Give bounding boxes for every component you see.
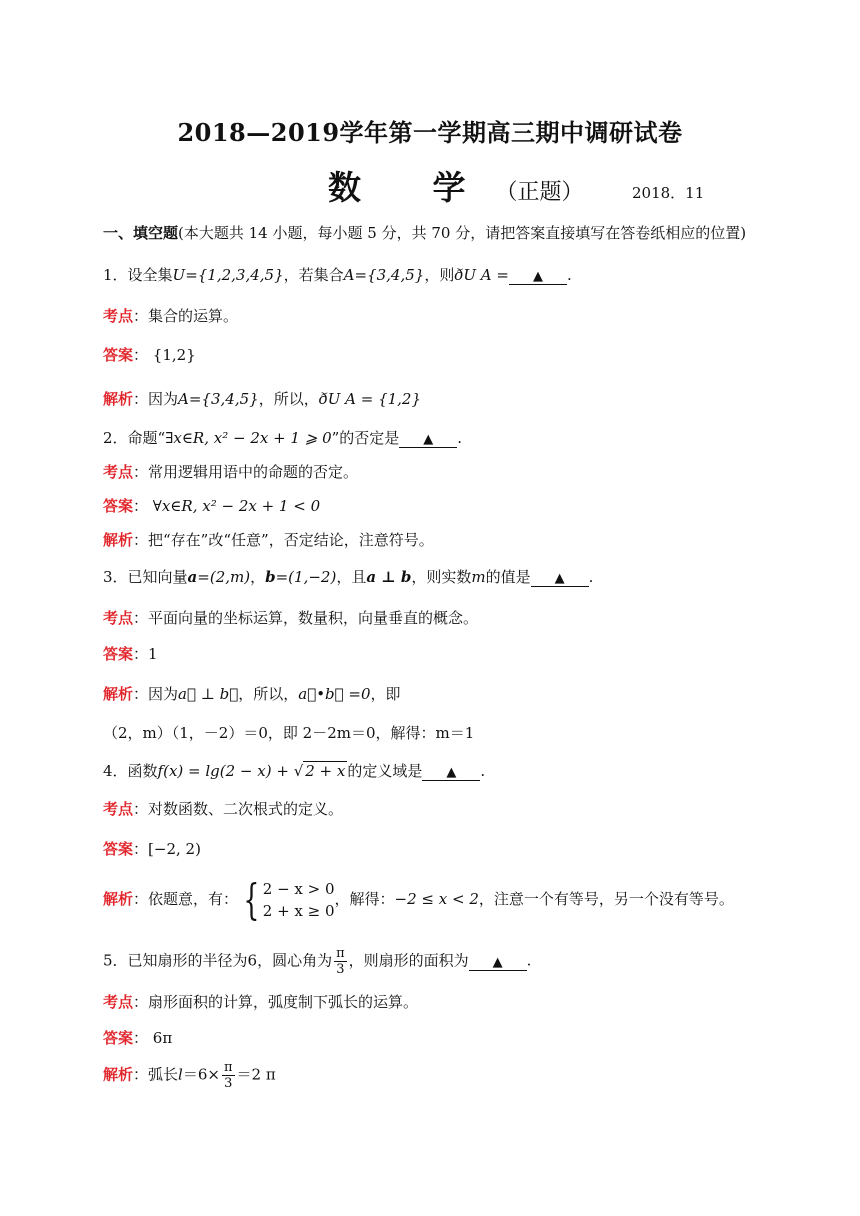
analysis-label: 解析 [103, 390, 134, 408]
question-1 [103, 264, 572, 285]
q3-analysis-line2: （2，m）（1，－2）＝0，即 2－2m＝0，解得：m＝1 [103, 724, 475, 742]
q3-stem-b: ，且 [336, 568, 367, 586]
q5-point [103, 991, 418, 1012]
answer-label: 答案 [103, 840, 134, 858]
q1-complement: ðU A = [454, 266, 509, 284]
q1-analysis-c: ，所以， [258, 390, 319, 408]
q3-vector-b-value: =(1,−2) [275, 568, 337, 586]
point-label: 考点 [103, 609, 134, 627]
q2-stem-b: ”的否定是 [331, 429, 400, 447]
answer-blank[interactable] [399, 431, 457, 448]
q5-analysis-a: ：弧长 [133, 1065, 179, 1084]
point-label: 考点 [103, 463, 134, 481]
q2-end: . [457, 429, 463, 447]
q3-point [103, 607, 478, 628]
q5-point-text: ：扇形面积的计算，弧度制下弧长的运算。 [133, 993, 419, 1011]
q3-vector-a-value: =(2,m) [197, 568, 251, 586]
question-5 [103, 946, 531, 977]
answer-blank[interactable] [531, 570, 589, 587]
q4-sqrt-arg: 2 + x [305, 762, 346, 780]
subject-name: 数 学 [328, 168, 496, 207]
q4-answer-text: [−2, 2) [148, 840, 201, 858]
q3-analysis-b: ，所以， [238, 685, 299, 703]
q3-end: . [588, 568, 594, 586]
q5-frac-num: π [223, 1060, 233, 1075]
answer-blank[interactable] [509, 268, 567, 285]
q5-analysis-b: ＝6× [182, 1065, 220, 1084]
q4-analysis-c: ，注意一个有等号，另一个没有等号。 [478, 890, 734, 908]
subject-heading [328, 162, 584, 209]
section-note: (本大题共 14 小题，每小题 5 分，共 70 分，请把答案直接填写在答卷纸相应的位置) [178, 224, 747, 242]
exam-date: 2018．11 [632, 184, 705, 202]
q1-set-a: A={3,4,5} [343, 266, 425, 284]
q5-answer: 答案： 6π [103, 1029, 173, 1047]
point-label: 考点 [103, 307, 134, 325]
q3-stem-d: 的值是 [485, 568, 531, 586]
q2-proposition: ∃x∈R, x² − 2x + 1 ⩾ 0 [165, 429, 332, 447]
q1-set-u: U={1,2,3,4,5} [172, 266, 284, 284]
q2-point [103, 461, 358, 482]
answer-label: 答案 [103, 645, 134, 663]
q1-stem: 1．设全集 [103, 266, 173, 284]
q4-analysis [103, 875, 734, 924]
q3-answer-text: 1 [148, 645, 158, 663]
q5-stem-b: ，圆心角为 [257, 951, 333, 970]
q2-point-text: ：常用逻辑用语中的命题的否定。 [133, 463, 359, 481]
answer-label: 答案 [103, 1029, 134, 1047]
answer-blank[interactable] [469, 954, 527, 971]
q5-frac-den: 3 [224, 1076, 233, 1091]
analysis-label: 解析 [103, 531, 134, 549]
point-label: 考点 [103, 993, 134, 1011]
q3-answer: 答案：1 [103, 645, 158, 663]
question-4: 4．函数f(x) = lg(2 − x) + √ 2 + x 的定义域是 ▲ . [103, 762, 486, 780]
q3-analysis-dot: a⃗•b⃗ =0 [298, 685, 371, 703]
page-title: 2018—2019学年第一学期高三期中调研试卷 [177, 118, 683, 147]
q4-analysis-a: ：依题意，有： [133, 890, 239, 908]
q4-system [263, 878, 335, 922]
q5-angle-fraction [334, 946, 347, 977]
q1-point-text: ：集合的运算。 [133, 307, 239, 325]
q4-answer: 答案：[−2, 2) [103, 840, 201, 858]
q3-stem-c: ，则实数 [411, 568, 472, 586]
q1-answer-text: {1,2} [152, 346, 196, 364]
q2-analysis-text: ：把“存在”改“任意”，否定结论，注意符号。 [133, 531, 434, 549]
q3-stem: 3．已知向量 [103, 568, 188, 586]
q3-analysis-perp: a⃗ ⊥ b⃗ [178, 685, 239, 703]
q1-answer: 答案： {1,2} [103, 346, 196, 364]
analysis-label: 解析 [103, 685, 134, 703]
q4-function: f(x) = lg(2 − x) + [157, 762, 294, 780]
q4-analysis-b: ，解得： [334, 890, 395, 908]
q1-end: . [566, 266, 572, 284]
q1-point [103, 305, 238, 326]
q5-analysis-c: ＝2 π [236, 1065, 276, 1084]
q3-analysis-c: ，即 [370, 685, 401, 703]
q2-answer-text: ∀x∈R, x² − 2x + 1 < 0 [152, 497, 321, 515]
q5-arc-length-var: l [178, 1065, 183, 1084]
q5-analysis [103, 1060, 276, 1091]
q4-stem: 4．函数 [103, 762, 158, 780]
q1-analysis [103, 388, 421, 409]
section-heading [103, 222, 746, 243]
q5-stem-c: ，则扇形的面积为 [348, 951, 469, 970]
q1-stem-c: ，则 [424, 266, 455, 284]
q4-inequality: −2 ≤ x < 2 [394, 890, 479, 908]
question-2 [103, 427, 462, 448]
q5-radius: 6 [247, 951, 258, 970]
blank-mark-icon: ▲ [423, 432, 434, 447]
q3-vector-b: b [265, 568, 276, 586]
q5-analysis-fraction [222, 1060, 235, 1091]
answer-label: 答案 [103, 497, 134, 515]
q5-angle-num: π [336, 946, 345, 961]
answer-blank[interactable] [422, 764, 480, 781]
q1-analysis-b: A={3,4,5} [178, 390, 259, 408]
answer-label: 答案 [103, 346, 134, 364]
q5-answer-text: 6π [152, 1029, 173, 1047]
q3-var-m: m [471, 568, 486, 586]
q3-analysis-a: ：因为 [133, 685, 179, 703]
question-3: 3．已知向量a=(2,m)，b=(1,−2)，且a ⊥ b，则实数m的值是 ▲ . [103, 568, 594, 586]
q3-analysis [103, 683, 401, 704]
q4-stem-b: 的定义域是 [347, 762, 423, 780]
q5-stem: 5．已知扇形的半径为 [103, 951, 248, 970]
blank-mark-icon: ▲ [446, 765, 457, 780]
q4-system-line-2: 2 + x ≥ 0 [262, 902, 335, 920]
subject-note: （正题） [495, 180, 584, 205]
q4-point-text: ：对数函数、二次根式的定义。 [133, 800, 344, 818]
section-title: 一、填空题 [103, 224, 179, 242]
q4-end: . [480, 762, 486, 780]
q1-stem-b: ，若集合 [283, 266, 344, 284]
q4-system-line-1: 2 − x > 0 [262, 880, 335, 898]
q3-perp: a ⊥ b [366, 568, 412, 586]
blank-mark-icon: ▲ [532, 269, 543, 284]
q3-vector-a: a [187, 568, 198, 586]
q1-analysis-a: ：因为 [133, 390, 179, 408]
blank-mark-icon: ▲ [554, 571, 565, 586]
q3-point-text: ：平面向量的坐标运算，数量积，向量垂直的概念。 [133, 609, 479, 627]
q2-answer: 答案： ∀x∈R, x² − 2x + 1 < 0 [103, 497, 321, 515]
q4-point [103, 798, 343, 819]
q2-analysis [103, 529, 434, 550]
q2-stem: 2．命题“ [103, 429, 166, 447]
point-label: 考点 [103, 800, 134, 818]
analysis-label: 解析 [103, 890, 134, 908]
q5-angle-den: 3 [336, 962, 345, 977]
q1-analysis-d: ðU A = {1,2} [318, 390, 422, 408]
q5-end: . [526, 951, 532, 970]
blank-mark-icon: ▲ [492, 954, 503, 970]
analysis-label: 解析 [103, 1065, 134, 1084]
brace-icon: { [243, 875, 260, 924]
